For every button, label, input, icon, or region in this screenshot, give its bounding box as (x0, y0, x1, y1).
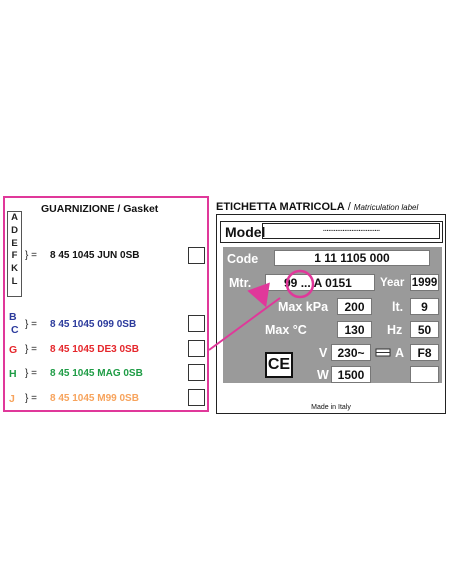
made-in-label: Made in Italy (311, 404, 351, 411)
letter-d: D (11, 224, 18, 236)
watt-value-text: 1500 (337, 368, 365, 382)
letter-c: C (11, 324, 19, 336)
mtr-value-part-2: ... (300, 276, 311, 290)
letter-f: F (11, 250, 18, 262)
letter-k: K (11, 263, 18, 275)
hz-label: Hz (387, 323, 403, 337)
year-value: 1999 (410, 274, 439, 291)
gasket-code-row-3: 8 45 1045 DE3 0SB (50, 344, 139, 355)
mtr-value-part-1: 99 (284, 276, 298, 290)
letter-e: E (11, 237, 18, 249)
ce-mark: CE (265, 352, 293, 378)
brace-equals: } = (25, 250, 37, 261)
gasket-code-row-4: 8 45 1045 MAG 0SB (50, 368, 143, 379)
ampere-label: A (395, 346, 405, 360)
model-label: Model (225, 224, 266, 240)
ampere-value: F8 (410, 344, 439, 361)
gasket-code-row-5: 8 45 1045 M99 0SB (50, 393, 139, 404)
hz-value: 50 (410, 321, 439, 338)
letter-l: L (11, 275, 18, 287)
temperature-value: 130 (337, 321, 372, 338)
watt-label: W (317, 368, 329, 382)
pressure-label: Max kPa (278, 300, 329, 314)
lt-value: 9 (410, 298, 439, 315)
highlight-circle (287, 271, 313, 297)
callout-arrow-line (209, 298, 280, 350)
gasket-code-row-1: 8 45 1045 JUN 0SB (50, 250, 140, 261)
brace-equals: } = (25, 393, 37, 404)
year-label: Year (380, 277, 405, 289)
brace-equals: } = (25, 368, 37, 379)
code-label: Code (227, 252, 259, 266)
callout-arrow-head (247, 282, 277, 311)
code-value: 1 11 1105 000 (274, 250, 430, 266)
letter-j: J (9, 393, 15, 405)
temperature-label: Max °C (265, 323, 307, 337)
gasket-title: GUARNIZIONE / Gasket (41, 203, 159, 215)
mtr-value-part-3: A 0151 (313, 276, 352, 290)
voltage-value: 230~ (331, 344, 371, 361)
mtr-label: Mtr. (229, 276, 252, 290)
letter-g: G (9, 344, 18, 356)
letter-a: A (11, 212, 18, 223)
label-subtitle: Matriculation label (353, 203, 419, 212)
label-separator: / (347, 201, 351, 213)
brace-equals: } = (25, 344, 37, 355)
gasket-code-row-2: 8 45 1045 099 0SB (50, 319, 137, 330)
voltage-label: V (319, 346, 328, 360)
letter-h: H (9, 368, 17, 380)
lt-label: lt. (392, 300, 404, 314)
label-title: ETICHETTA MATRICOLA (216, 201, 345, 213)
pressure-value: 200 (337, 298, 372, 315)
model-value: ................................ (262, 223, 440, 239)
brace-equals: } = (25, 319, 37, 330)
letter-b: B (9, 311, 17, 323)
